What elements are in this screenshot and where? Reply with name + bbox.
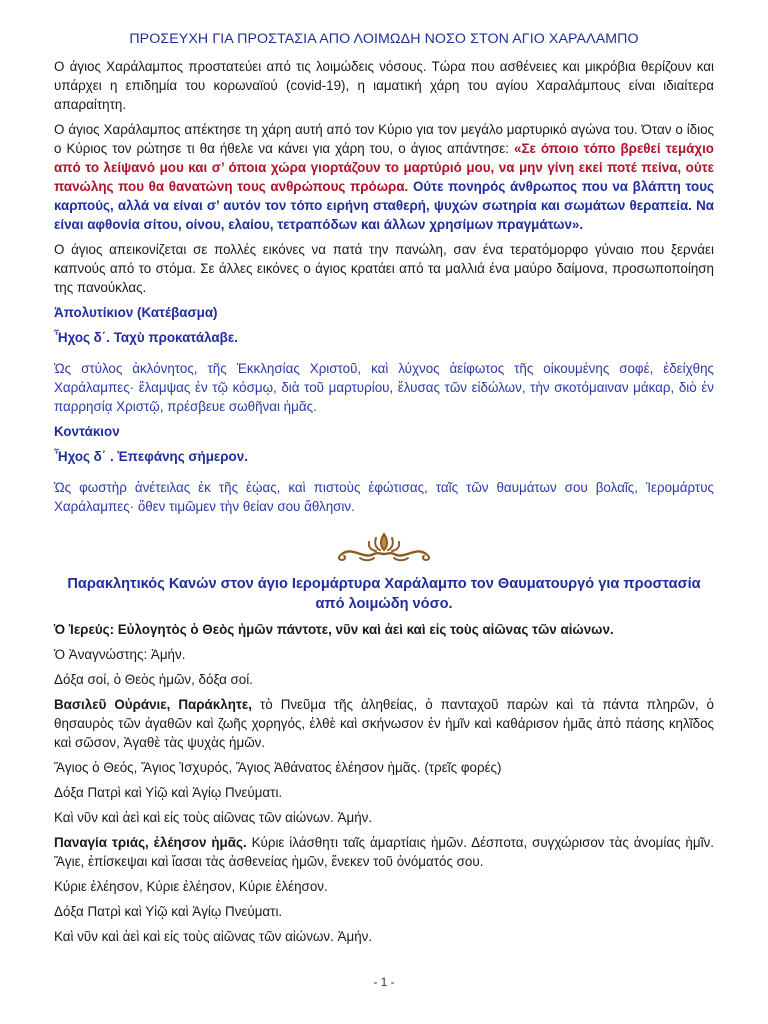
saint-quote-red: «Σε όποιο τόπο βρεθεί τεμάχιο από το λείψανό μου και σ’ όποια χώρα γιορτάζουν το μαρτύριό μου, να μην γίνη εκεί ποτέ πείνα, ούτε πανώλης που θα θανατώνη τους ανθρώπους πρόωρα.: [54, 141, 714, 194]
document-title: ΠΡΟΣΕΥΧΗ ΓΙΑ ΠΡΟΣΤΑΣΙΑ ΑΠΟ ΛΟΙΜΩΔΗ ΝΟΣΟ ΣΤΟΝ ΑΓΙΟ ΧΑΡΑΛΑΜΠΟ: [129, 31, 639, 47]
document-page: [54, 30, 714, 952]
heavenly-king-opening: Βασιλεῦ Οὐράνιε, Παράκλητε,: [54, 697, 252, 712]
priest-blessing: Ὁ Ἱερεύς: Εὐλογητὸς ὁ Θεὸς ἡμῶν πάντοτε, νῦν καὶ ἀεὶ καὶ εἰς τοὺς αἰῶνας τῶν αἰώνων.: [54, 622, 614, 637]
now-and-ever-line-1: Καὶ νῦν καὶ ἀεὶ καὶ εἰς τοὺς αἰῶνας τῶν αἰώνων. Ἀμήν.: [54, 810, 373, 825]
trisagion-line: Ἅγιος ὁ Θεός, Ἅγιος Ἰσχυρός, Ἅγιος Ἀθάνατος ἐλέησον ἡμᾶς. (τρεῖς φορές): [54, 760, 502, 775]
page-number: - 1 -: [373, 975, 395, 989]
reader-amen: Ὁ Ἀναγνώστης: Ἀμήν.: [54, 647, 186, 662]
holy-trinity-prayer: [54, 833, 714, 871]
intro-paragraph-2: [54, 120, 714, 234]
flourish-divider-icon: [334, 530, 434, 564]
apolytikion-heading: Ἀπολυτίκιον (Κατέβασμα): [54, 305, 218, 320]
intro-paragraph-1: Ο άγιος Χαράλαμπος προστατεύει από τις λοιμώδεις νόσους. Τώρα που ασθένειες και μικρόβια θερίζουν και υπάρχει η επιδημία του κορωναϊού (covid-19), η ιαματική χάρη του αγίου Χαραλάμπους είναι ιδιαίτερα απαραίτητη.: [54, 59, 714, 112]
now-and-ever-line-2: Καὶ νῦν καὶ ἀεὶ καὶ εἰς τοὺς αἰῶνας τῶν αἰώνων. Ἀμήν.: [54, 929, 373, 944]
glory-line-1: Δόξα Πατρὶ καὶ Υἱῷ καὶ Ἁγίῳ Πνεύματι.: [54, 785, 283, 800]
heavenly-king-prayer: [54, 695, 714, 752]
apolytikion-echos: Ἦχος δ΄. Ταχὺ προκατάλαβε.: [54, 330, 238, 345]
intro-paragraph-2-text: Ο άγιος Χαράλαμπος απέκτησε τη χάρη αυτή από τον Κύριο για τον μεγάλο μαρτυρικό αγώνα του. Όταν ο ίδιος ο Κύριος τον ρώτησε τι θα ήθελε να κάνει για χάρη του, ο άγιος απάντησε:: [54, 122, 714, 156]
glory-line-2: Δόξα Πατρὶ καὶ Υἱῷ καὶ Ἁγίῳ Πνεύματι.: [54, 904, 283, 919]
saint-quote-blue: Ούτε πονηρός άνθρωπος που να βλάπτη τους καρπούς, αλλά να είναι σ’ αυτόν τον τόπο ειρήνη σταθερή, ψυχών σωτηρία και σωμάτων θεραπεία. Να είναι αφθονία σίτου, οίνου, ελαίου, τετραπόδων και άλλων χρησίμων πραγμάτων».: [54, 179, 714, 232]
holy-trinity-text: Κύριε ἱλάσθητι ταῖς ἁμαρτίαις ἡμῶν. Δέσποτα, συγχώρισον τὰς ἀνομίας ἡμῖν. Ἅγιε, ἐπίσκεψαι καὶ ἴασαι τὰς ἀσθενείας ἡμῶν, ἕνεκεν τοῦ ὀνόματός σου.: [54, 835, 714, 869]
kontakion-text: Ὡς φωστὴρ ἀνέτειλας ἐκ τῆς ἑῴας, καὶ πιστοὺς ἐφώτισας, ταῖς τῶν θαυμάτων σου βολαῖς, Ἱερομάρτυς Χαράλαμπες· ὅθεν τιμῶμεν τὴν θείαν σου ἄθλησιν.: [54, 480, 714, 514]
kontakion-heading: Κοντάκιον: [54, 424, 120, 439]
canon-title: Παρακλητικός Κανών στον άγιο Ιερομάρτυρα Χαράλαμπο τον Θαυματουργό για προστασία από λοιμώδη νόσο.: [67, 576, 701, 612]
doxa-line: Δόξα σοί, ὁ Θεὸς ἡμῶν, δόξα σοί.: [54, 672, 253, 687]
apolytikion-text: Ὡς στύλος ἀκλόνητος, τῆς Ἐκκλησίας Χριστοῦ, καὶ λύχνος ἀείφωτος τῆς οἰκουμένης σοφέ, ἐδείχθης Χαράλαμπες· ἔλαμψας ἐν τῷ κόσμῳ, διὰ τοῦ μαρτυρίου, ἔλυσας τῶν εἰδώλων, τὴν σκοτόμαιναν μάκαρ, διὸ ἐν παρρησίᾳ Χριστῷ, πρέσβευε σωθῆναι ἡμᾶς.: [54, 361, 714, 414]
intro-paragraph-3: Ο άγιος απεικονίζεται σε πολλές εικόνες να πατά την πανώλη, σαν ένα τερατόμορφο γύναιο που ξερνάει καπνούς από το στόμα. Σε άλλες εικόνες ο άγιος κρατάει από τα μαλλιά ένα μαύρο δαίμονα, προσωποποίηση της πανούκλας.: [54, 242, 714, 295]
kontakion-echos: Ἦχος δ΄ . Ἐπεφάνης σήμερον.: [54, 449, 248, 464]
heavenly-king-text: τὸ Πνεῦμα τῆς ἀληθείας, ὁ πανταχοῦ παρὼν καὶ τὰ πάντα πληρῶν, ὁ θησαυρὸς τῶν ἀγαθῶν καὶ ζωῆς χορηγός, ἐλθὲ καὶ σκήνωσον ἐν ἡμῖν καὶ καθάρισον ἡμᾶς ἀπὸ πάσης κηλῖδος καὶ σῶσον, Ἀγαθὲ τὰς ψυχὰς ἡμῶν.: [54, 697, 714, 750]
holy-trinity-opening: Παναγία τριάς, ἐλέησον ἡμᾶς.: [54, 835, 247, 850]
kyrie-line: Κύριε ἐλέησον, Κύριε ἐλέησον, Κύριε ἐλέησον.: [54, 879, 328, 894]
